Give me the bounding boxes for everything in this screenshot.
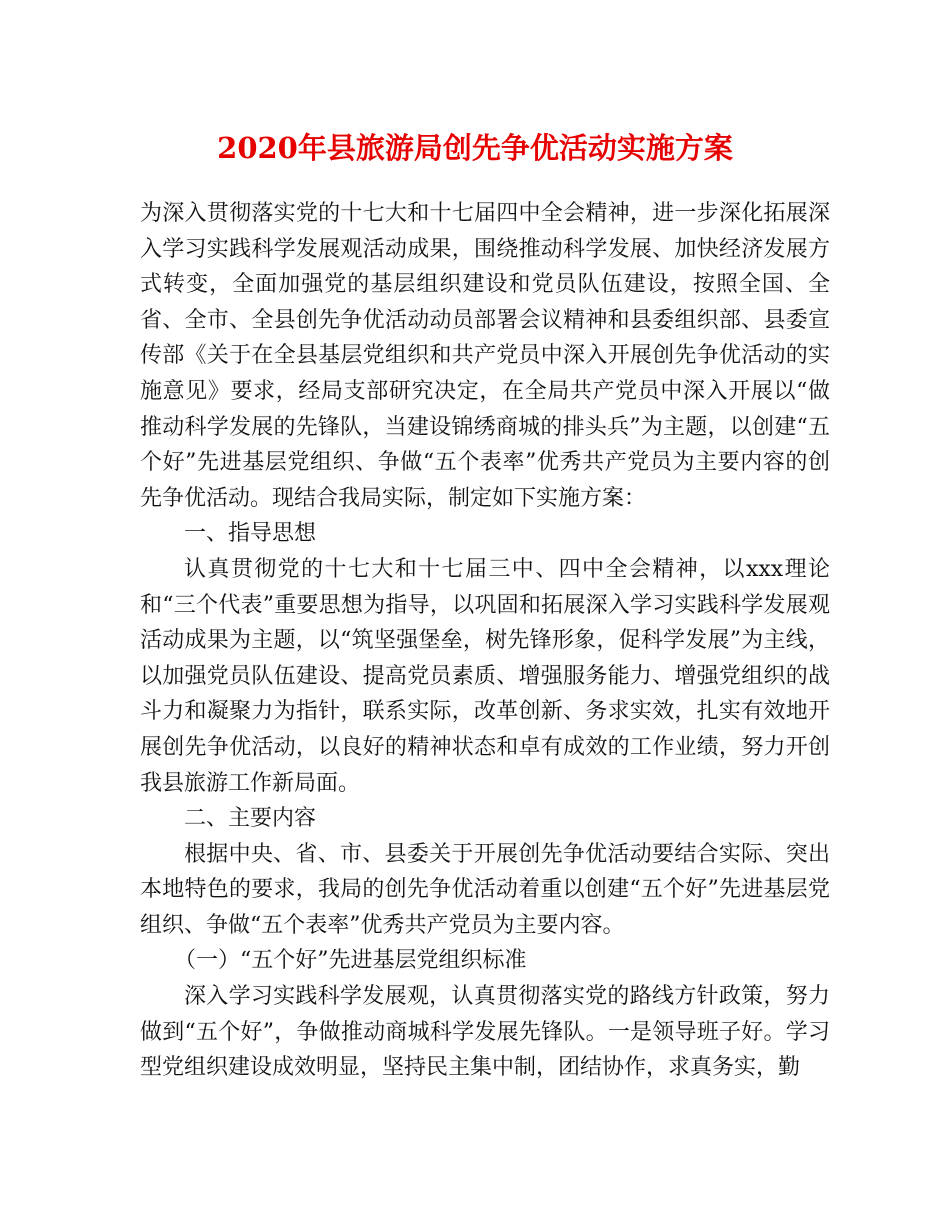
document-body [140, 196, 830, 1086]
intro-paragraph: 为深入贯彻落实党的十七大和十七届四中全会精神，进一步深化拓展深入学习实践科学发展观活动成果，围绕推动科学发展、加快经济发展方式转变，全面加强党的基层组织建设和党员队伍建设，按照全国、全省、全市、全县创先争优活动动员部署会议精神和县委组织部、县委宣传部《关于在全县基层党组织和共产党员中深入开展创先争优活动的实施意见》要求，经局支部研究决定，在全局共产党员中深入开展以“做推动科学发展的先锋队，当建设锦绣商城的排头兵”为主题，以创建“五个好”先进基层党组织、争做“五个表率”优秀共产党员为主要内容的创先争优活动。现结合我局实际，制定如下实施方案： [140, 201, 830, 511]
guiding-ideology-paragraph: 认真贯彻党的十七大和十七届三中、四中全会精神，以xxx理论和“三个代表”重要思想为指导，以巩固和拓展深入学习实践科学发展观活动成果为主题，以“筑坚强堡垒，树先锋形象，促科学发展”为主线，以加强党员队伍建设、提高党员素质、增强服务能力、增强党组织的战斗力和凝聚力为指针，联系实际，改革创新、务求实效，扎实有效地开展创先争优活动，以良好的精神状态和卓有成效的工作业绩，努力开创我县旅游工作新局面。 [140, 556, 830, 796]
section-heading-main-content: 二、主要内容 [184, 806, 317, 832]
five-good-standards-paragraph: 深入学习实践科学发展观，认真贯彻落实党的路线方针政策，努力做到“五个好”，争做推动商城科学发展先锋队。一是领导班子好。学习型党组织建设成效明显，坚持民主集中制，团结协作，求真务实，勤 [140, 984, 830, 1081]
document-title: 2020年县旅游局创先争优活动实施方案 [217, 131, 733, 165]
main-content-paragraph: 根据中央、省、市、县委关于开展创先争优活动要结合实际、突出本地特色的要求，我局的创先争优活动着重以创建“五个好”先进基层党组织、争做“五个表率”优秀共产党员为主要内容。 [140, 841, 830, 938]
subsection-heading-five-good: （一）“五个好”先进基层党组织标准 [174, 948, 527, 974]
section-heading-guiding-ideology: 一、指导思想 [184, 521, 317, 547]
